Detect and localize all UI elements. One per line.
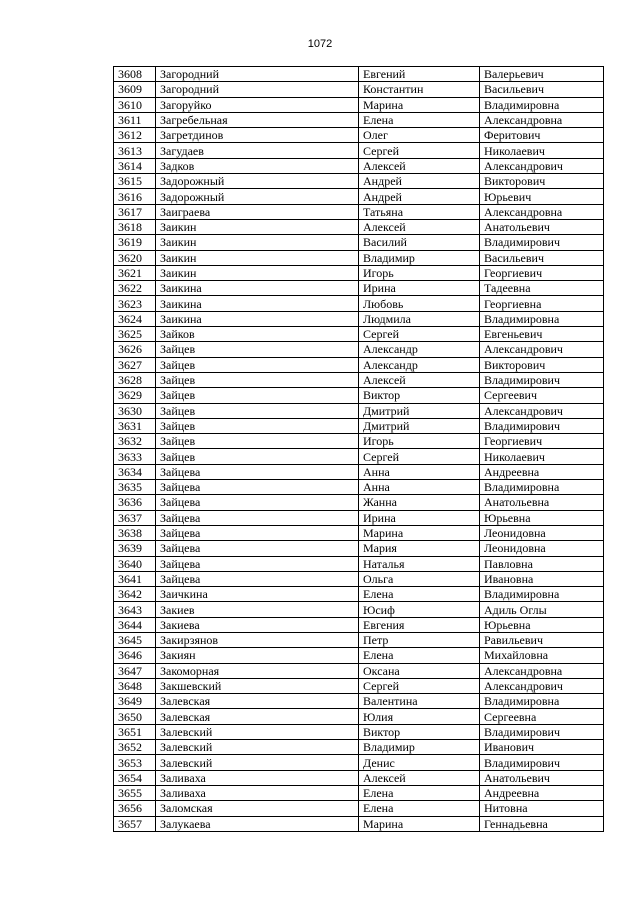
table-row bbox=[114, 296, 604, 311]
first-name-cell: Дмитрий bbox=[359, 418, 480, 433]
last-name-cell: Зайцев bbox=[156, 434, 359, 449]
last-name-cell: Заикин bbox=[156, 235, 359, 250]
first-name-cell: Сергей bbox=[359, 678, 480, 693]
patronymic-cell: Викторович bbox=[480, 174, 604, 189]
table-row bbox=[114, 235, 604, 250]
last-name-cell: Загоруйко bbox=[156, 97, 359, 112]
last-name-cell: Закиев bbox=[156, 602, 359, 617]
patronymic-cell: Феритович bbox=[480, 128, 604, 143]
last-name-cell: Зайцев bbox=[156, 357, 359, 372]
patronymic-cell: Николаевич bbox=[480, 449, 604, 464]
first-name-cell: Александр bbox=[359, 342, 480, 357]
table-row bbox=[114, 372, 604, 387]
patronymic-cell: Павловна bbox=[480, 556, 604, 571]
last-name-cell: Заломская bbox=[156, 801, 359, 816]
patronymic-cell: Адиль Оглы bbox=[480, 602, 604, 617]
patronymic-cell: Равильевич bbox=[480, 632, 604, 647]
first-name-cell: Юлия bbox=[359, 709, 480, 724]
patronymic-cell: Михайловна bbox=[480, 648, 604, 663]
page-number: 1072 bbox=[307, 38, 333, 50]
first-name-cell: Константин bbox=[359, 82, 480, 97]
table-row bbox=[114, 770, 604, 785]
row-number-cell: 3613 bbox=[114, 143, 156, 158]
first-name-cell: Сергей bbox=[359, 143, 480, 158]
patronymic-cell: Александровна bbox=[480, 204, 604, 219]
row-number-cell: 3616 bbox=[114, 189, 156, 204]
row-number-cell: 3627 bbox=[114, 357, 156, 372]
first-name-cell: Юсиф bbox=[359, 602, 480, 617]
row-number-cell: 3642 bbox=[114, 587, 156, 602]
table-row bbox=[114, 449, 604, 464]
last-name-cell: Зайцев bbox=[156, 372, 359, 387]
last-name-cell: Зайцева bbox=[156, 510, 359, 525]
table-row bbox=[114, 204, 604, 219]
last-name-cell: Заикина bbox=[156, 281, 359, 296]
table-row bbox=[114, 112, 604, 127]
last-name-cell: Зайцев bbox=[156, 403, 359, 418]
table-row bbox=[114, 587, 604, 602]
table-row bbox=[114, 311, 604, 326]
table-row bbox=[114, 510, 604, 525]
row-number-cell: 3615 bbox=[114, 174, 156, 189]
table-row bbox=[114, 403, 604, 418]
row-number-cell: 3637 bbox=[114, 510, 156, 525]
patronymic-cell: Александрович bbox=[480, 403, 604, 418]
first-name-cell: Евгения bbox=[359, 617, 480, 632]
patronymic-cell: Анатольевич bbox=[480, 219, 604, 234]
row-number-cell: 3643 bbox=[114, 602, 156, 617]
table-row bbox=[114, 525, 604, 540]
patronymic-cell: Викторович bbox=[480, 357, 604, 372]
last-name-cell: Зайцева bbox=[156, 480, 359, 495]
row-number-cell: 3636 bbox=[114, 495, 156, 510]
table-row bbox=[114, 801, 604, 816]
row-number-cell: 3629 bbox=[114, 388, 156, 403]
row-number-cell: 3621 bbox=[114, 265, 156, 280]
row-number-cell: 3646 bbox=[114, 648, 156, 663]
row-number-cell: 3631 bbox=[114, 418, 156, 433]
row-number-cell: 3656 bbox=[114, 801, 156, 816]
first-name-cell: Алексей bbox=[359, 770, 480, 785]
first-name-cell: Людмила bbox=[359, 311, 480, 326]
patronymic-cell: Юрьевна bbox=[480, 510, 604, 525]
row-number-cell: 3630 bbox=[114, 403, 156, 418]
patronymic-cell: Анатольевна bbox=[480, 495, 604, 510]
first-name-cell: Оксана bbox=[359, 663, 480, 678]
row-number-cell: 3652 bbox=[114, 740, 156, 755]
table-row bbox=[114, 143, 604, 158]
last-name-cell: Загородний bbox=[156, 67, 359, 82]
first-name-cell: Елена bbox=[359, 801, 480, 816]
patronymic-cell: Васильевич bbox=[480, 250, 604, 265]
patronymic-cell: Леонидовна bbox=[480, 525, 604, 540]
last-name-cell: Зайцева bbox=[156, 525, 359, 540]
last-name-cell: Зайцева bbox=[156, 495, 359, 510]
table-row bbox=[114, 648, 604, 663]
last-name-cell: Задорожный bbox=[156, 174, 359, 189]
last-name-cell: Зайцев bbox=[156, 342, 359, 357]
patronymic-cell: Николаевич bbox=[480, 143, 604, 158]
patronymic-cell: Георгиевич bbox=[480, 434, 604, 449]
row-number-cell: 3617 bbox=[114, 204, 156, 219]
table-row bbox=[114, 694, 604, 709]
last-name-cell: Зайцев bbox=[156, 388, 359, 403]
row-number-cell: 3628 bbox=[114, 372, 156, 387]
table-row bbox=[114, 357, 604, 372]
row-number-cell: 3650 bbox=[114, 709, 156, 724]
first-name-cell: Анна bbox=[359, 464, 480, 479]
patronymic-cell: Владимировна bbox=[480, 311, 604, 326]
patronymic-cell: Владимирович bbox=[480, 755, 604, 770]
first-name-cell: Любовь bbox=[359, 296, 480, 311]
table-row bbox=[114, 281, 604, 296]
row-number-cell: 3622 bbox=[114, 281, 156, 296]
row-number-cell: 3632 bbox=[114, 434, 156, 449]
last-name-cell: Заичкина bbox=[156, 587, 359, 602]
row-number-cell: 3651 bbox=[114, 724, 156, 739]
row-number-cell: 3618 bbox=[114, 219, 156, 234]
patronymic-cell: Ивановна bbox=[480, 571, 604, 586]
row-number-cell: 3639 bbox=[114, 541, 156, 556]
table-row bbox=[114, 418, 604, 433]
row-number-cell: 3655 bbox=[114, 785, 156, 800]
first-name-cell: Алексей bbox=[359, 219, 480, 234]
last-name-cell: Зайцева bbox=[156, 464, 359, 479]
table-row bbox=[114, 82, 604, 97]
last-name-cell: Зайцева bbox=[156, 556, 359, 571]
row-number-cell: 3625 bbox=[114, 327, 156, 342]
table-row bbox=[114, 67, 604, 82]
roster-table bbox=[113, 66, 604, 832]
row-number-cell: 3633 bbox=[114, 449, 156, 464]
table-row bbox=[114, 740, 604, 755]
last-name-cell: Залевская bbox=[156, 694, 359, 709]
table-row bbox=[114, 480, 604, 495]
row-number-cell: 3619 bbox=[114, 235, 156, 250]
first-name-cell: Сергей bbox=[359, 327, 480, 342]
patronymic-cell: Сергеевич bbox=[480, 388, 604, 403]
table-row bbox=[114, 541, 604, 556]
row-number-cell: 3644 bbox=[114, 617, 156, 632]
first-name-cell: Сергей bbox=[359, 449, 480, 464]
first-name-cell: Алексей bbox=[359, 158, 480, 173]
first-name-cell: Евгений bbox=[359, 67, 480, 82]
table-row bbox=[114, 755, 604, 770]
patronymic-cell: Юрьевич bbox=[480, 189, 604, 204]
patronymic-cell: Владимирович bbox=[480, 418, 604, 433]
table-row bbox=[114, 556, 604, 571]
first-name-cell: Олег bbox=[359, 128, 480, 143]
last-name-cell: Заикина bbox=[156, 296, 359, 311]
table-row bbox=[114, 678, 604, 693]
patronymic-cell: Георгиевна bbox=[480, 296, 604, 311]
last-name-cell: Залевская bbox=[156, 709, 359, 724]
first-name-cell: Петр bbox=[359, 632, 480, 647]
first-name-cell: Наталья bbox=[359, 556, 480, 571]
last-name-cell: Зайцева bbox=[156, 541, 359, 556]
last-name-cell: Загребельная bbox=[156, 112, 359, 127]
patronymic-cell: Валерьевич bbox=[480, 67, 604, 82]
patronymic-cell: Владимирович bbox=[480, 372, 604, 387]
table-row bbox=[114, 785, 604, 800]
first-name-cell: Ирина bbox=[359, 510, 480, 525]
patronymic-cell: Андреевна bbox=[480, 464, 604, 479]
table-row bbox=[114, 724, 604, 739]
table-row bbox=[114, 632, 604, 647]
row-number-cell: 3645 bbox=[114, 632, 156, 647]
patronymic-cell: Сергеевна bbox=[480, 709, 604, 724]
first-name-cell: Василий bbox=[359, 235, 480, 250]
first-name-cell: Андрей bbox=[359, 189, 480, 204]
first-name-cell: Жанна bbox=[359, 495, 480, 510]
table-row bbox=[114, 495, 604, 510]
last-name-cell: Закшевский bbox=[156, 678, 359, 693]
first-name-cell: Игорь bbox=[359, 265, 480, 280]
table-row bbox=[114, 709, 604, 724]
table-row bbox=[114, 250, 604, 265]
last-name-cell: Закоморная bbox=[156, 663, 359, 678]
patronymic-cell: Александровна bbox=[480, 112, 604, 127]
row-number-cell: 3612 bbox=[114, 128, 156, 143]
first-name-cell: Дмитрий bbox=[359, 403, 480, 418]
first-name-cell: Ольга bbox=[359, 571, 480, 586]
last-name-cell: Заикин bbox=[156, 250, 359, 265]
patronymic-cell: Юрьевна bbox=[480, 617, 604, 632]
first-name-cell: Виктор bbox=[359, 388, 480, 403]
patronymic-cell: Владимировна bbox=[480, 97, 604, 112]
first-name-cell: Игорь bbox=[359, 434, 480, 449]
row-number-cell: 3634 bbox=[114, 464, 156, 479]
table-row bbox=[114, 158, 604, 173]
last-name-cell: Закиева bbox=[156, 617, 359, 632]
patronymic-cell: Андреевна bbox=[480, 785, 604, 800]
table-row bbox=[114, 174, 604, 189]
patronymic-cell: Владимировна bbox=[480, 480, 604, 495]
last-name-cell: Заикин bbox=[156, 265, 359, 280]
last-name-cell: Закирзянов bbox=[156, 632, 359, 647]
first-name-cell: Татьяна bbox=[359, 204, 480, 219]
patronymic-cell: Александрович bbox=[480, 158, 604, 173]
last-name-cell: Заливаха bbox=[156, 770, 359, 785]
patronymic-cell: Александровна bbox=[480, 663, 604, 678]
first-name-cell: Виктор bbox=[359, 724, 480, 739]
last-name-cell: Зайцев bbox=[156, 449, 359, 464]
table-row bbox=[114, 571, 604, 586]
first-name-cell: Владимир bbox=[359, 740, 480, 755]
last-name-cell: Загретдинов bbox=[156, 128, 359, 143]
row-number-cell: 3635 bbox=[114, 480, 156, 495]
patronymic-cell: Владимировна bbox=[480, 587, 604, 602]
table-row bbox=[114, 602, 604, 617]
patronymic-cell: Геннадьевна bbox=[480, 816, 604, 831]
row-number-cell: 3624 bbox=[114, 311, 156, 326]
row-number-cell: 3640 bbox=[114, 556, 156, 571]
patronymic-cell: Владимирович bbox=[480, 724, 604, 739]
patronymic-cell: Нитовна bbox=[480, 801, 604, 816]
row-number-cell: 3620 bbox=[114, 250, 156, 265]
row-number-cell: 3657 bbox=[114, 816, 156, 831]
first-name-cell: Валентина bbox=[359, 694, 480, 709]
first-name-cell: Алексей bbox=[359, 372, 480, 387]
row-number-cell: 3609 bbox=[114, 82, 156, 97]
last-name-cell: Заиграева bbox=[156, 204, 359, 219]
table-row bbox=[114, 128, 604, 143]
table-row bbox=[114, 219, 604, 234]
last-name-cell: Заливаха bbox=[156, 785, 359, 800]
first-name-cell: Елена bbox=[359, 112, 480, 127]
table-row bbox=[114, 464, 604, 479]
patronymic-cell: Георгиевич bbox=[480, 265, 604, 280]
last-name-cell: Залукаева bbox=[156, 816, 359, 831]
patronymic-cell: Васильевич bbox=[480, 82, 604, 97]
row-number-cell: 3641 bbox=[114, 571, 156, 586]
row-number-cell: 3608 bbox=[114, 67, 156, 82]
row-number-cell: 3647 bbox=[114, 663, 156, 678]
table-row bbox=[114, 388, 604, 403]
first-name-cell: Андрей bbox=[359, 174, 480, 189]
first-name-cell: Денис bbox=[359, 755, 480, 770]
row-number-cell: 3638 bbox=[114, 525, 156, 540]
row-number-cell: 3649 bbox=[114, 694, 156, 709]
patronymic-cell: Владимирович bbox=[480, 235, 604, 250]
last-name-cell: Залевский bbox=[156, 755, 359, 770]
patronymic-cell: Леонидовна bbox=[480, 541, 604, 556]
last-name-cell: Залевский bbox=[156, 740, 359, 755]
row-number-cell: 3648 bbox=[114, 678, 156, 693]
table-row bbox=[114, 342, 604, 357]
table-row bbox=[114, 265, 604, 280]
patronymic-cell: Анатольевич bbox=[480, 770, 604, 785]
first-name-cell: Анна bbox=[359, 480, 480, 495]
row-number-cell: 3614 bbox=[114, 158, 156, 173]
first-name-cell: Марина bbox=[359, 97, 480, 112]
last-name-cell: Зайцева bbox=[156, 571, 359, 586]
first-name-cell: Владимир bbox=[359, 250, 480, 265]
first-name-cell: Ирина bbox=[359, 281, 480, 296]
last-name-cell: Задорожный bbox=[156, 189, 359, 204]
patronymic-cell: Владимировна bbox=[480, 694, 604, 709]
last-name-cell: Зайков bbox=[156, 327, 359, 342]
first-name-cell: Елена bbox=[359, 785, 480, 800]
table-row bbox=[114, 617, 604, 632]
row-number-cell: 3654 bbox=[114, 770, 156, 785]
patronymic-cell: Евгеньевич bbox=[480, 327, 604, 342]
patronymic-cell: Александрович bbox=[480, 678, 604, 693]
table-row bbox=[114, 663, 604, 678]
row-number-cell: 3653 bbox=[114, 755, 156, 770]
first-name-cell: Елена bbox=[359, 648, 480, 663]
patronymic-cell: Тадеевна bbox=[480, 281, 604, 296]
first-name-cell: Елена bbox=[359, 587, 480, 602]
first-name-cell: Марина bbox=[359, 816, 480, 831]
row-number-cell: 3610 bbox=[114, 97, 156, 112]
first-name-cell: Александр bbox=[359, 357, 480, 372]
last-name-cell: Закиян bbox=[156, 648, 359, 663]
patronymic-cell: Иванович bbox=[480, 740, 604, 755]
last-name-cell: Залевский bbox=[156, 724, 359, 739]
table-row bbox=[114, 434, 604, 449]
table-row bbox=[114, 189, 604, 204]
row-number-cell: 3623 bbox=[114, 296, 156, 311]
table-row bbox=[114, 816, 604, 831]
first-name-cell: Мария bbox=[359, 541, 480, 556]
row-number-cell: 3611 bbox=[114, 112, 156, 127]
last-name-cell: Загородний bbox=[156, 82, 359, 97]
first-name-cell: Марина bbox=[359, 525, 480, 540]
row-number-cell: 3626 bbox=[114, 342, 156, 357]
last-name-cell: Заикин bbox=[156, 219, 359, 234]
last-name-cell: Зайцев bbox=[156, 418, 359, 433]
last-name-cell: Задков bbox=[156, 158, 359, 173]
table-row bbox=[114, 97, 604, 112]
last-name-cell: Загудаев bbox=[156, 143, 359, 158]
table-row bbox=[114, 327, 604, 342]
last-name-cell: Заикина bbox=[156, 311, 359, 326]
patronymic-cell: Александрович bbox=[480, 342, 604, 357]
roster-body bbox=[114, 67, 604, 832]
